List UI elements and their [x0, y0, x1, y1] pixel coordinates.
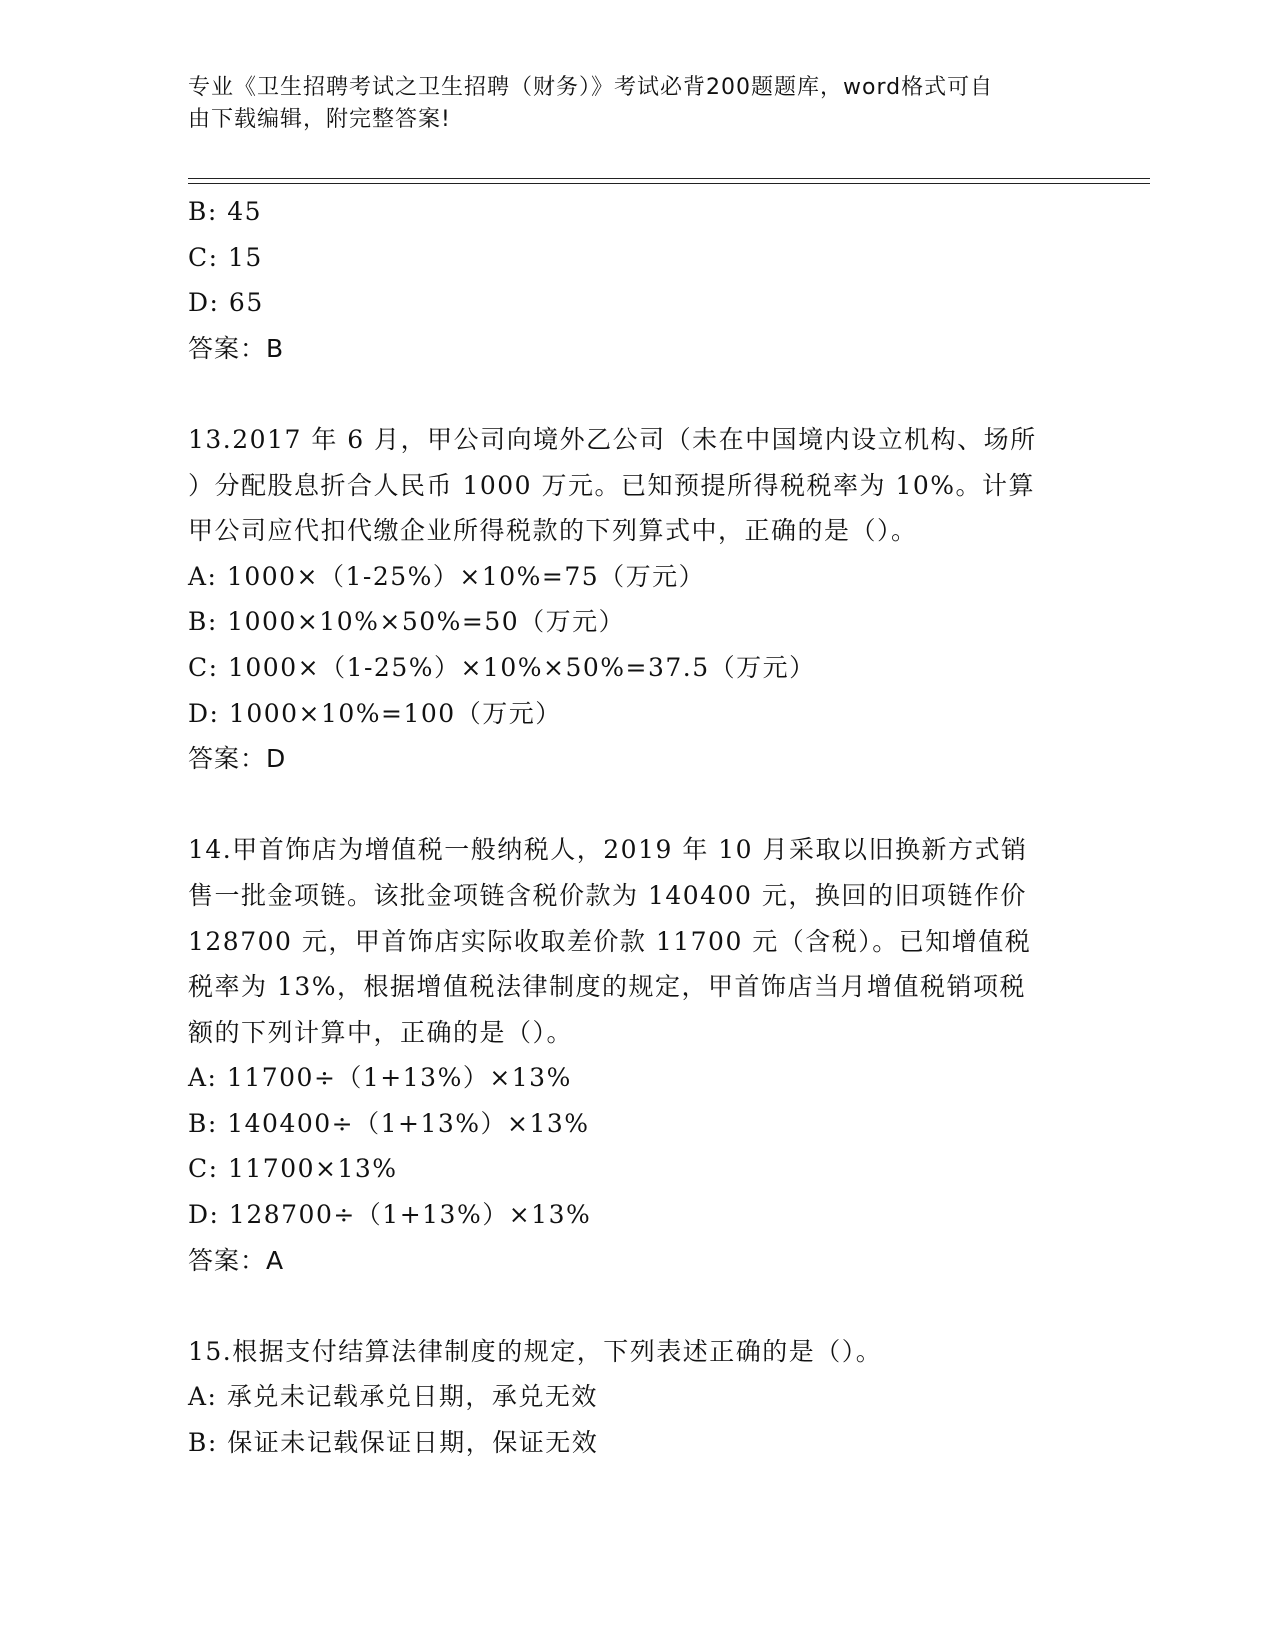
answer-line: 答案：B	[188, 333, 285, 363]
question-spacer	[188, 782, 1088, 828]
header-divider-bottom	[188, 183, 1150, 184]
question-stem-line: 13.2017 年 6 月，甲公司向境外乙公司（未在中国境内设立机构、场所	[188, 424, 1037, 454]
option-c: C: 1000×（1-25%）×10%×50%=37.5（万元）	[188, 652, 816, 682]
question-14	[188, 827, 1088, 1283]
question-stem-line: 额的下列计算中，正确的是（）。	[188, 1017, 574, 1047]
question-spacer	[188, 1283, 1088, 1329]
question-stem-line: 税率为 13%，根据增值税法律制度的规定，甲首饰店当月增值税销项税	[188, 972, 1027, 1002]
answer-line: 答案：D	[188, 744, 287, 774]
question-stem-line: 甲公司应代扣代缴企业所得税款的下列算式中，正确的是（）。	[188, 516, 918, 546]
option-a: A: 承兑未记载承兑日期，承兑无效	[188, 1382, 598, 1412]
option-b: B: 保证未记载保证日期，保证无效	[188, 1428, 599, 1458]
option-d: D: 65	[188, 288, 264, 318]
option-d: D: 128700÷（1+13%）×13%	[188, 1200, 592, 1230]
option-b: B: 1000×10%×50%=50（万元）	[188, 607, 626, 637]
document-header	[188, 72, 1068, 136]
answer-line: 答案：A	[188, 1245, 285, 1275]
question-stem-line: 128700 元，甲首饰店实际收取差价款 11700 元（含税）。已知增值税	[188, 926, 1032, 956]
question-15	[188, 1329, 1088, 1466]
option-b: B: 140400÷（1+13%）×13%	[188, 1108, 590, 1138]
question-stem-line: 14.甲首饰店为增值税一般纳税人，2019 年 10 月采取以旧换新方式销	[188, 835, 1028, 865]
question-spacer	[188, 371, 1088, 417]
question-stem-line: 15.根据支付结算法律制度的规定，下列表述正确的是（）。	[188, 1336, 883, 1366]
document-body	[188, 189, 1088, 1466]
header-line-1: 专业《卫生招聘考试之卫生招聘（财务）》考试必背200题题库，word格式可自	[188, 75, 994, 100]
option-c: C: 15	[188, 242, 263, 272]
header-line-2: 由下载编辑，附完整答案!	[188, 107, 451, 132]
question-stem-line: 售一批金项链。该批金项链含税价款为 140400 元，换回的旧项链作价	[188, 880, 1027, 910]
option-b: B: 45	[188, 197, 263, 226]
question-12-tail	[188, 189, 1088, 371]
question-stem-line: ）分配股息折合人民币 1000 万元。已知预提所得税税率为 10%。计算	[188, 470, 1036, 500]
option-a: A: 11700÷（1+13%）×13%	[188, 1063, 572, 1093]
option-d: D: 1000×10%=100（万元）	[188, 698, 562, 728]
option-c: C: 11700×13%	[188, 1154, 398, 1184]
header-divider-top	[188, 178, 1150, 179]
option-a: A: 1000×（1-25%）×10%=75（万元）	[188, 561, 706, 591]
question-13	[188, 417, 1088, 782]
